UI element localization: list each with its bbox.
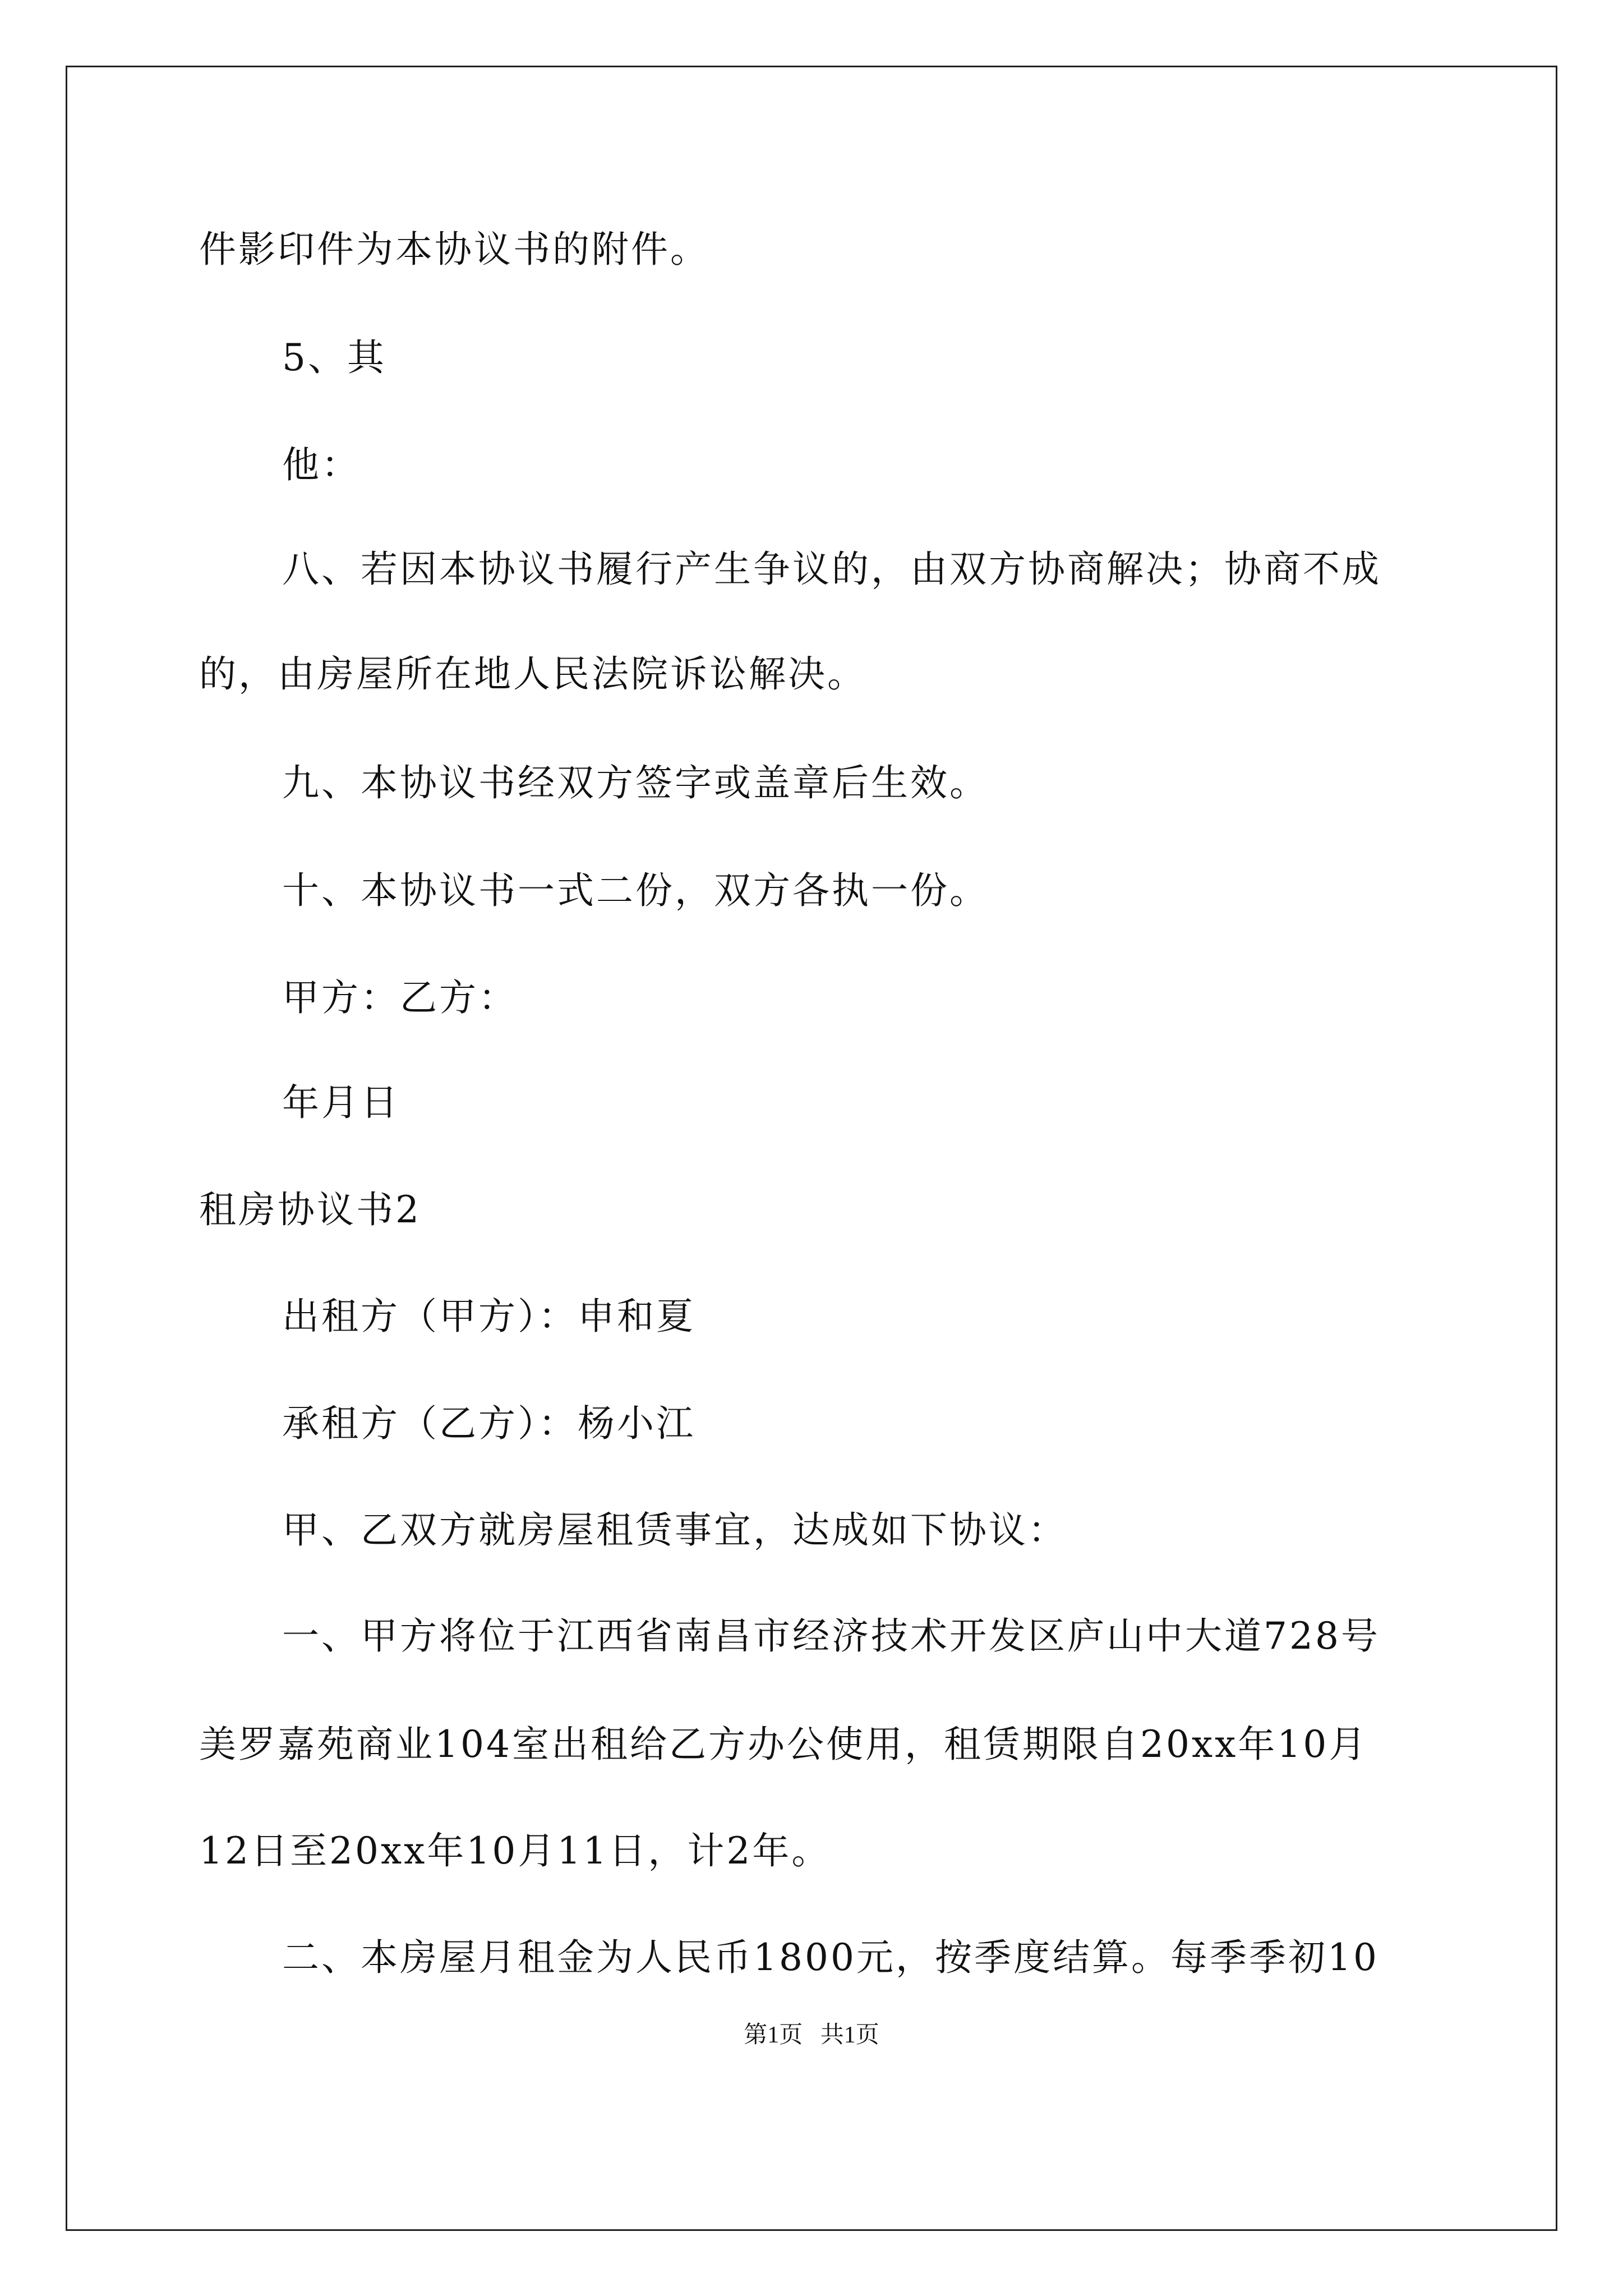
section-title: 租房协议书2 <box>199 1188 421 1231</box>
text-line-agreement-intro: 甲、乙双方就房屋租赁事宜，达成如下协议： <box>282 1508 1067 1552</box>
text-line-attachment: 件影印件为本协议书的附件。 <box>199 228 709 271</box>
text-line-clause-1-end: 12日至20xx年10月11日，计2年。 <box>199 1829 831 1872</box>
text-line-lessee: 承租方（乙方）：杨小江 <box>282 1402 695 1445</box>
text-line-item-5: 5、其 <box>282 336 386 379</box>
text-line-clause-1-cont: 美罗嘉苑商业104室出租给乙方办公使用，租赁期限自20xx年10月 <box>199 1723 1368 1766</box>
text-line-other: 他： <box>282 443 361 486</box>
text-line-date: 年月日 <box>282 1081 400 1124</box>
text-line-clause-8: 八、若因本协议书履行产生争议的，由双方协商解决；协商不成 <box>282 547 1381 591</box>
text-line-clause-10: 十、本协议书一式二份，双方各执一份。 <box>282 869 989 912</box>
text-line-clause-9: 九、本协议书经双方签字或盖章后生效。 <box>282 761 989 804</box>
text-line-clause-2: 二、本房屋月租金为人民币1800元，按季度结算。每季季初10 <box>282 1936 1379 1979</box>
text-line-lessor: 出租方（甲方）：申和夏 <box>282 1295 695 1338</box>
page-number-footer: 第1页 共1页 <box>744 2022 879 2048</box>
text-line-clause-1: 一、甲方将位于江西省南昌市经济技术开发区庐山中大道728号 <box>282 1614 1380 1658</box>
text-line-clause-8-cont: 的，由房屋所在地人民法院诉讼解决。 <box>199 652 866 696</box>
text-line-signatures: 甲方：乙方： <box>282 976 518 1019</box>
page-border <box>66 66 1557 2231</box>
